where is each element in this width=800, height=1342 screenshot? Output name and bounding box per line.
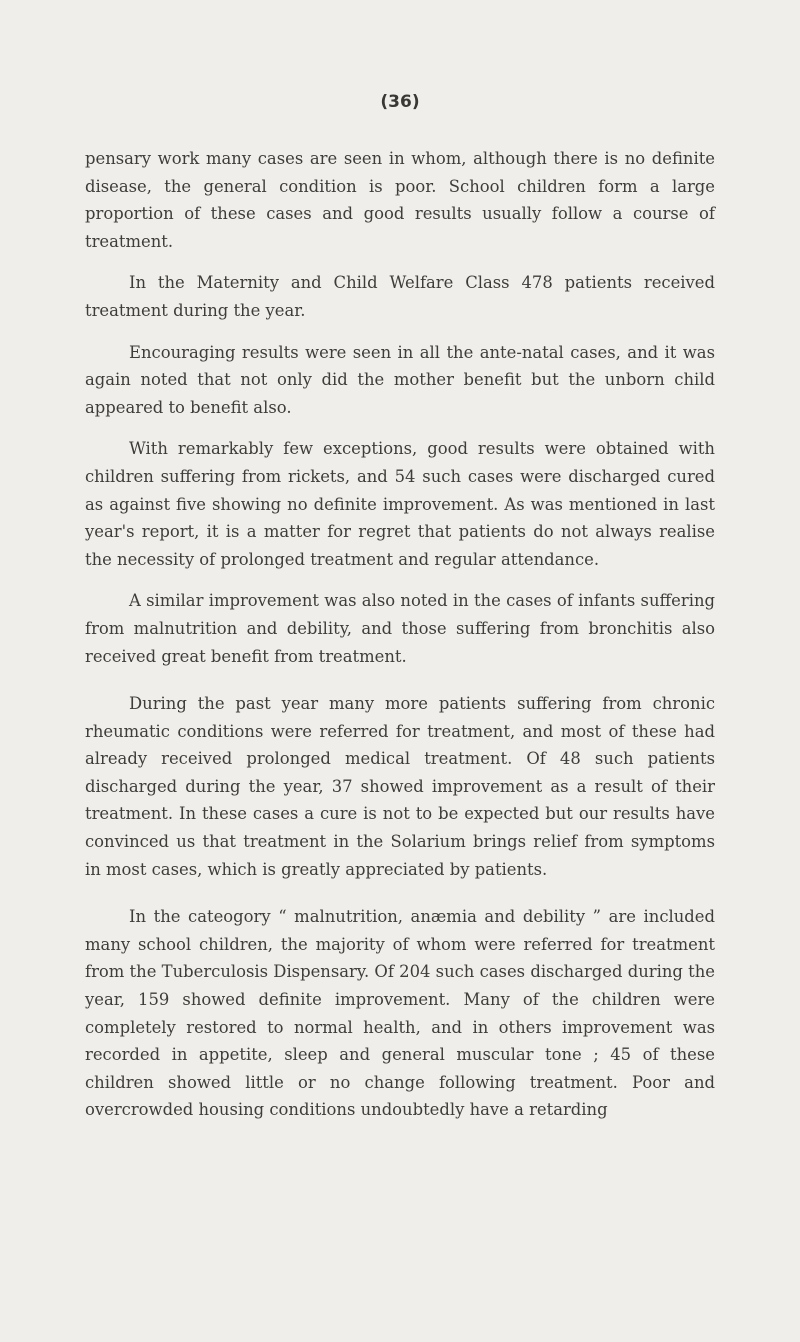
paragraph-rickets: With remarkably few exceptions, good results were obtained with children suffering from rickets, and 54 such cases were discharged cured as against five showing no definite improvement. As was mentioned in last year's report, it is a matter for regret that patients do not always realise the necessity of prolonged treatment and regular attendance. bbox=[85, 439, 715, 569]
page-number: (36) bbox=[380, 92, 420, 112]
paragraph-malnutrition-infants: A similar improvement was also noted in the cases of infants suffering from malnutrition and debility, and those suffering from bronchitis also received great benefit from treatment. bbox=[85, 591, 715, 666]
paragraph-ante-natal: Encouraging results were seen in all the ante-natal cases, and it was again noted that not only did the mother benefit but the unborn child appeared to benefit also. bbox=[85, 342, 715, 417]
body-text bbox=[85, 145, 715, 1138]
paragraph-continuation: pensary work many cases are seen in whom, although there is no definite disease, the general condition is poor. School children form a large proportion of these cases and good results usually follow a course of treatment. bbox=[85, 149, 715, 251]
paragraph-rheumatic: During the past year many more patients suffering from chronic rheumatic conditions were referred for treatment, and most of these had already received prolonged medical treatment. Of 48 such patients discharged during the year, 37 showed improvement as a result of their treatment. In these cases a cure is not to be expected but our results have convinced us that treatment in the Solarium brings relief from symptoms in most cases, which is greatly appreciated by patients. bbox=[85, 694, 715, 879]
paragraph-maternity-class: In the Maternity and Child Welfare Class 478 patients received treatment during the year. bbox=[85, 273, 715, 320]
paragraph-anaemia-debility: In the cateogory “ malnutrition, anæmia and debility ” are included many school children, the majority of whom were referred for treatment from the Tuberculosis Dispensary. Of 204 such cases discharged during the year, 159 showed definite improvement. Many of the children were completely restored to normal health, and in others improvement was recorded in appetite, sleep and general muscular tone ; 45 of these children showed little or no change following treatment. Poor and overcrowded housing conditions undoubtedly have a retarding bbox=[85, 907, 715, 1120]
